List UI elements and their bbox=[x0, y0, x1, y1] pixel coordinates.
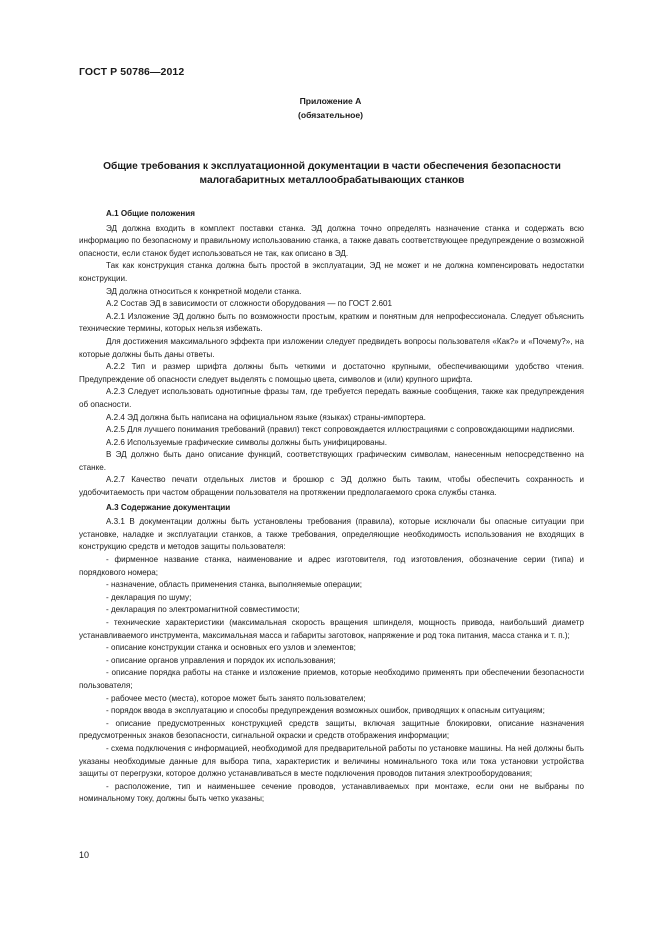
paragraph-a3-1: А.3.1 В документации должны быть установлены требования (правила), которые исключали бы опасные ситуации при установке, наладке и эксплуатации станков, а также требования, определяющие необходимость использования не входящих в конструкцию средств и методов защиты пользователя: bbox=[79, 517, 584, 552]
paragraph-a2-5: А.2.5 Для лучшего понимания требований (правил) текст сопровождается иллюстрациями с сопровождающими надписями. bbox=[106, 425, 575, 435]
paragraph-a2-4: А.2.4 ЭД должна быть написана на официальном языке (языках) страны-импортера. bbox=[106, 412, 426, 422]
list-item: - назначение, область применения станка, выполняемые операции; bbox=[106, 580, 363, 590]
list-item: - описание порядка работы на станке и изложение приемов, которые необходимо применять при обеспечении безопасности пользователя; bbox=[79, 668, 584, 690]
standard-number: ГОСТ Р 50786—2012 bbox=[79, 66, 185, 78]
document-title-line-1: Общие требования к эксплуатационной документации в части обеспечения безопасности bbox=[103, 161, 561, 172]
paragraph-a2-6: А.2.6 Используемые графические символы должны быть унифицированы. bbox=[106, 437, 388, 447]
list-item: - декларация по шуму; bbox=[106, 592, 192, 602]
paragraph-a1-2: Так как конструкция станка должна быть простой в эксплуатации, ЭД не может и не должна компенсировать недостатки конструкции. bbox=[79, 261, 584, 283]
list-item: - описание предусмотренных конструкцией средств защиты, включая защитные блокировки, описание назначения предусмотренных знаков безопасности, сигнальной окраски и средств отображения информации; bbox=[79, 718, 584, 741]
paragraph-a1-1: ЭД должна входить в комплект поставки станка. ЭД должна точно определять назначение станка и содержать всю информацию по безопасному и правильному использованию станка, а также давать соответствующее предупреждение о возможной опасности, если станок будет использоваться не так, как описано в ЭД. bbox=[79, 223, 584, 258]
paragraph-a2-7: А.2.7 Качество печати отдельных листов и брошюр с ЭД должно быть таким, чтобы обеспечить сохранность и удобочитаемость при частом обращении пользователя на протяжении предполагаемого срока службы станка. bbox=[79, 475, 584, 498]
list-item: - схема подключения с информацией, необходимой для предварительной работы по установке машины. На ней должны быть указаны необходимые данные для выбора типа, характеристик и величины номинального тока или тока установки устройства защиты от перегрузки, которое должно устанавливаться в месте подключения проводов питания электрооборудования; bbox=[79, 743, 584, 779]
list-item: - технические характеристики (максимальная скорость вращения шпинделя, мощность привода, наибольший диаметр устанавливаемого инструмента, максимальная масса и габариты заготовок, напряжение и род тока питания, масса станка и т. п.); bbox=[79, 618, 584, 640]
list-item: - описание конструкции станка и основных его узлов и элементов; bbox=[106, 643, 356, 653]
paragraph-a1-3: ЭД должна относиться к конкретной модели станка. bbox=[106, 286, 302, 296]
annex-title: Приложение А bbox=[299, 96, 362, 106]
list-item: - порядок ввода в эксплуатацию и способы предупреждения возможных ошибок, приводящих к опасным ситуациям; bbox=[106, 706, 545, 716]
list-item: - фирменное название станка, наименование и адрес изготовителя, год изготовления, обозначение серии (типа) и порядкового номера; bbox=[79, 555, 584, 577]
paragraph-a2-1: А.2.1 Изложение ЭД должно быть по возможности простым, кратким и понятным для непрофессионала. Следует объяснить технические термины, которых нельзя избежать. bbox=[79, 311, 584, 334]
document-title-line-2: малогабаритных металлообрабатывающих станков bbox=[199, 175, 465, 186]
document-body bbox=[79, 208, 584, 806]
annex-status: (обязательное) bbox=[297, 110, 364, 120]
section-heading-a1: А.1 Общие положения bbox=[106, 209, 195, 218]
list-item: - декларация по электромагнитной совместимости; bbox=[106, 605, 300, 615]
paragraph-a2-6-2: В ЭД должно быть дано описание функций, соответствующих графическим символам, нанесенным непосредственно на станке. bbox=[79, 450, 584, 472]
paragraph-a2-3: А.2.3 Следует использовать однотипные фразы там, где требуется передать важные сообщения, также как предупреждения об опасности. bbox=[79, 387, 584, 409]
paragraph-a2: А.2 Состав ЭД в зависимости от сложности оборудования — по ГОСТ 2.601 bbox=[106, 299, 393, 309]
list-item: - расположение, тип и наименьшее сечение проводов, устанавливаемых при монтаже, если они не выбраны по номинальному току, должны быть четко указаны; bbox=[79, 781, 584, 804]
document-title bbox=[80, 160, 584, 188]
list-item: - описание органов управления и порядок их использования; bbox=[106, 655, 336, 665]
paragraph-a2-2: А.2.2 Тип и размер шрифта должны быть четкими и достаточно крупными, обеспечивающими удобство чтения. Предупреждение об опасности следует выделять с помощью цвета, символов и (или) крупного шрифта. bbox=[79, 362, 584, 384]
list-item: - рабочее место (места), которое может быть занято пользователем; bbox=[106, 693, 366, 703]
section-heading-a3: А.3 Содержание документации bbox=[106, 502, 231, 512]
paragraph-a2-1-2: Для достижения максимального эффекта при изложении следует предвидеть вопросы пользователя «Как?» и «Почему?», на которые должны быть даны ответы. bbox=[79, 336, 584, 359]
page-number: 10 bbox=[79, 850, 90, 860]
